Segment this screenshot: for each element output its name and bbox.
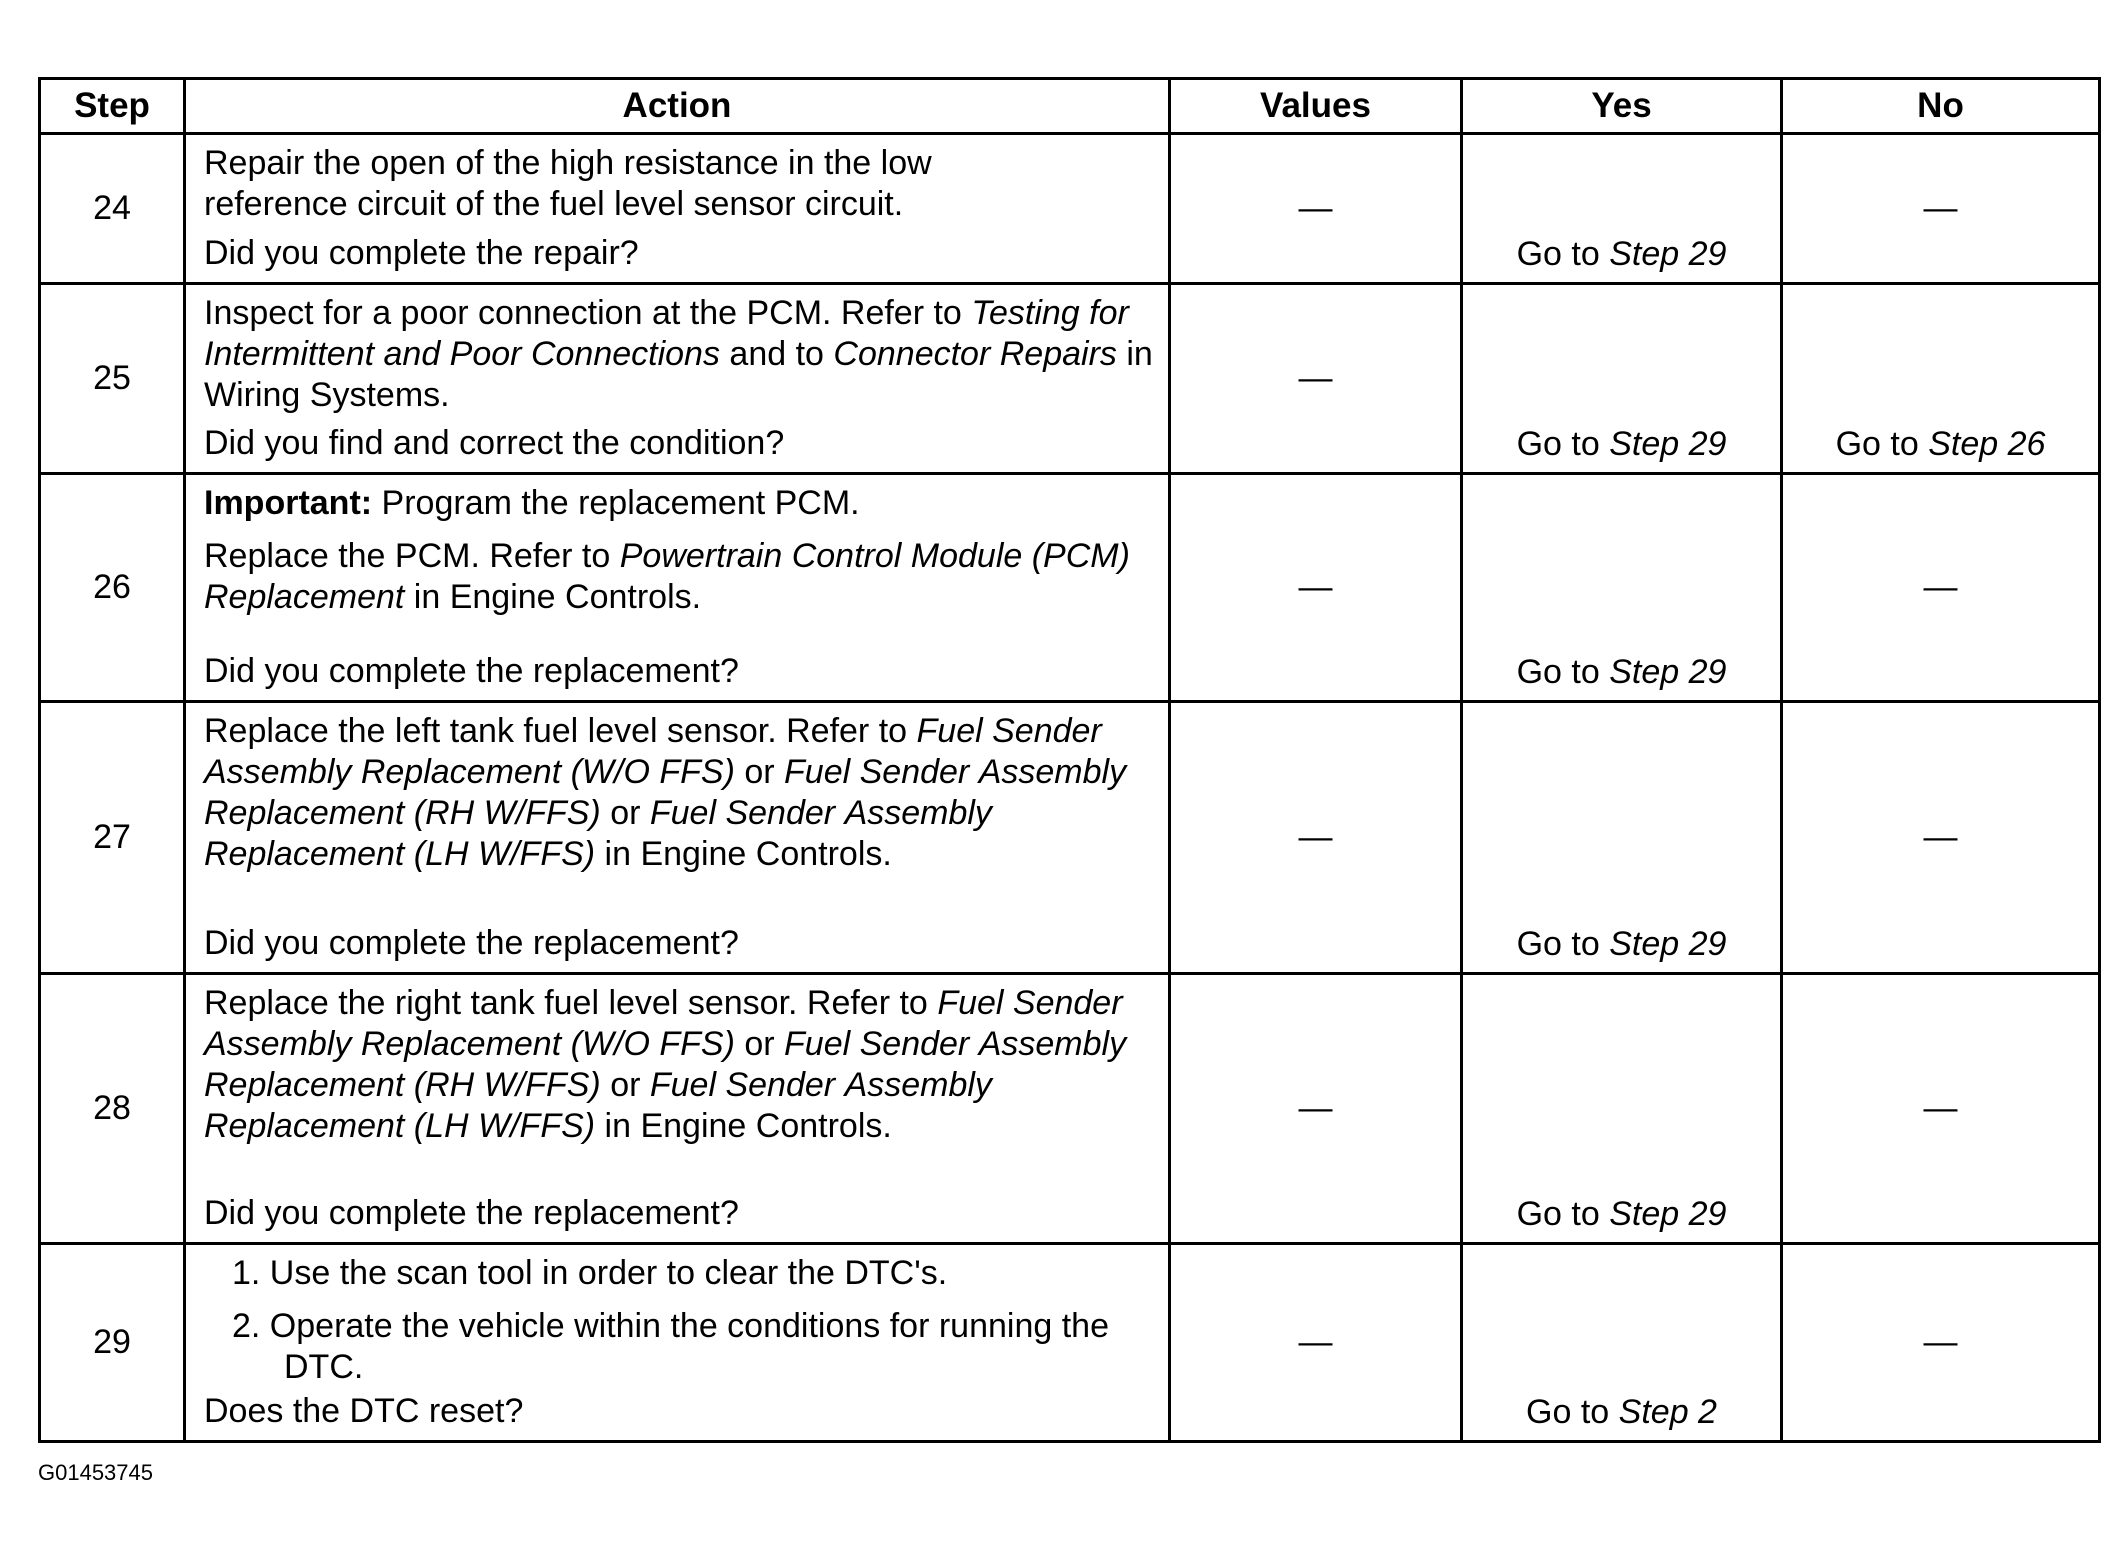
header-step: Step [40, 79, 185, 134]
reference-title: Assembly Replacement (RH W/FFS) [204, 1025, 1127, 1104]
yes-cell [1462, 284, 1782, 474]
action-cell [185, 134, 1170, 284]
no-cell: — [1782, 134, 2100, 284]
reference-title: Repairs [999, 335, 1117, 373]
reference-title: Fuel Sender [784, 1025, 970, 1063]
action-text [204, 293, 1158, 416]
goto-step-link: Step 29 [1609, 925, 1727, 963]
action-text-span: and to [729, 335, 824, 373]
step-number: 29 [40, 1244, 185, 1442]
action-cell [185, 284, 1170, 474]
important-label: Important: [204, 484, 373, 522]
no-cell: — [1782, 974, 2100, 1244]
table-row-29 [40, 1244, 2100, 1442]
table-row-26 [40, 474, 2100, 702]
table-row-25 [40, 284, 2100, 474]
header-row [40, 79, 2100, 134]
no-cell: — [1782, 702, 2100, 974]
question-text: Did you complete the replacement? [204, 1194, 739, 1232]
action-text-span: in Engine Controls. [604, 835, 892, 873]
action-text-span: or [744, 753, 775, 791]
goto-prefix: Go to [1516, 653, 1600, 691]
table-row-24 [40, 134, 2100, 284]
yes-cell [1462, 1244, 1782, 1442]
no-cell [1782, 284, 2100, 474]
reference-title: for Intermittent and Poor Connections [204, 294, 1129, 373]
reference-title: Fuel [916, 712, 983, 750]
table-row-27 [40, 702, 2100, 974]
step-number: 24 [40, 134, 185, 284]
diagnostic-table [38, 77, 2101, 1443]
step-number: 26 [40, 474, 185, 702]
header-yes: Yes [1462, 79, 1782, 134]
reference-title: Module (PCM) Replacement [204, 537, 1130, 616]
values-cell: — [1170, 134, 1462, 284]
question-text: Did you complete the replacement? [204, 652, 739, 690]
reference-title: Assembly Replacement (RH W/FFS) [204, 753, 1127, 832]
action-text-span: in Engine Controls. [604, 1107, 892, 1145]
procedure-item: 2. Operate the vehicle within the conditions for running the DTC. [232, 1307, 1109, 1386]
reference-title: Connector [833, 335, 991, 373]
action-text [204, 983, 1158, 1147]
yes-cell [1462, 702, 1782, 974]
goto-step-link: Step 29 [1609, 653, 1727, 691]
yes-cell [1462, 134, 1782, 284]
action-text-span: in Wiring Systems. [204, 335, 1153, 414]
header-no: No [1782, 79, 2100, 134]
no-cell: — [1782, 474, 2100, 702]
no-cell: — [1782, 1244, 2100, 1442]
goto-prefix: Go to [1526, 1393, 1610, 1431]
question-text: Did you complete the replacement? [204, 924, 739, 962]
goto-step-link: Step 29 [1609, 235, 1727, 273]
action-text-span: Replace the right tank fuel level sensor. Refer to [204, 984, 928, 1022]
question-text: Did you find and correct the condition? [204, 424, 785, 462]
procedure-item: 1. Use the scan tool in order to clear the DTC's. [232, 1254, 948, 1292]
step-number: 28 [40, 974, 185, 1244]
yes-cell [1462, 474, 1782, 702]
action-text-span: Replace the PCM. Refer to [204, 537, 611, 575]
goto-prefix: Go to [1516, 1195, 1600, 1233]
action-cell [185, 702, 1170, 974]
reference-title: Fuel Sender [649, 1066, 836, 1104]
header-values: Values [1170, 79, 1462, 134]
goto-step-link: Step 29 [1609, 425, 1727, 463]
reference-title: Sender Assembly Replacement (W/O FFS) [204, 712, 1102, 791]
step-number: 27 [40, 702, 185, 974]
action-text-span: in Engine Controls. [413, 578, 702, 616]
figure-id: G01453745 [38, 1460, 153, 1485]
values-cell: — [1170, 702, 1462, 974]
goto-step-link: Step 26 [1928, 425, 2046, 463]
action-line: reference circuit of the fuel level sensor circuit. [204, 185, 904, 223]
reference-title: Powertrain Control [619, 537, 902, 575]
action-line: Repair the open of the high resistance in the low [204, 144, 932, 182]
action-text [204, 711, 1158, 875]
action-cell [185, 1244, 1170, 1442]
action-cell [185, 474, 1170, 702]
values-cell: — [1170, 284, 1462, 474]
action-text-span: Inspect for a poor connection at the PCM. Refer to [204, 294, 962, 332]
action-text-span: or [610, 794, 641, 832]
goto-prefix: Go to [1516, 235, 1600, 273]
question-text: Did you complete the repair? [204, 234, 639, 272]
reference-title: Fuel [937, 984, 1004, 1022]
important-note [204, 483, 1158, 524]
action-text [204, 536, 1158, 618]
goto-step-link: Step 29 [1609, 1195, 1727, 1233]
header-action: Action [185, 79, 1170, 134]
reference-title: Assembly Replacement (LH W/FFS) [204, 794, 992, 873]
goto-step-link: Step 2 [1618, 1393, 1717, 1431]
yes-cell [1462, 974, 1782, 1244]
values-cell: — [1170, 474, 1462, 702]
procedure-list [204, 1253, 1158, 1388]
goto-prefix: Go to [1516, 925, 1600, 963]
action-text-span: or [744, 1025, 775, 1063]
goto-prefix: Go to [1516, 425, 1600, 463]
reference-title: Fuel Sender [649, 794, 836, 832]
reference-title: Assembly Replacement (LH W/FFS) [204, 1066, 992, 1145]
table-row-28 [40, 974, 2100, 1244]
question-text: Does the DTC reset? [204, 1392, 524, 1430]
action-text-span: or [610, 1066, 641, 1104]
reference-title: Testing [971, 294, 1080, 332]
step-number: 25 [40, 284, 185, 474]
values-cell: — [1170, 974, 1462, 1244]
goto-prefix: Go to [1835, 425, 1919, 463]
values-cell: — [1170, 1244, 1462, 1442]
action-cell [185, 974, 1170, 1244]
reference-title: Sender Assembly Replacement (W/O FFS) [204, 984, 1123, 1063]
action-text-span: Replace the left tank fuel level sensor. Refer to [204, 712, 908, 750]
reference-title: Fuel Sender [784, 753, 970, 791]
important-text: Program the replacement PCM. [381, 484, 860, 522]
